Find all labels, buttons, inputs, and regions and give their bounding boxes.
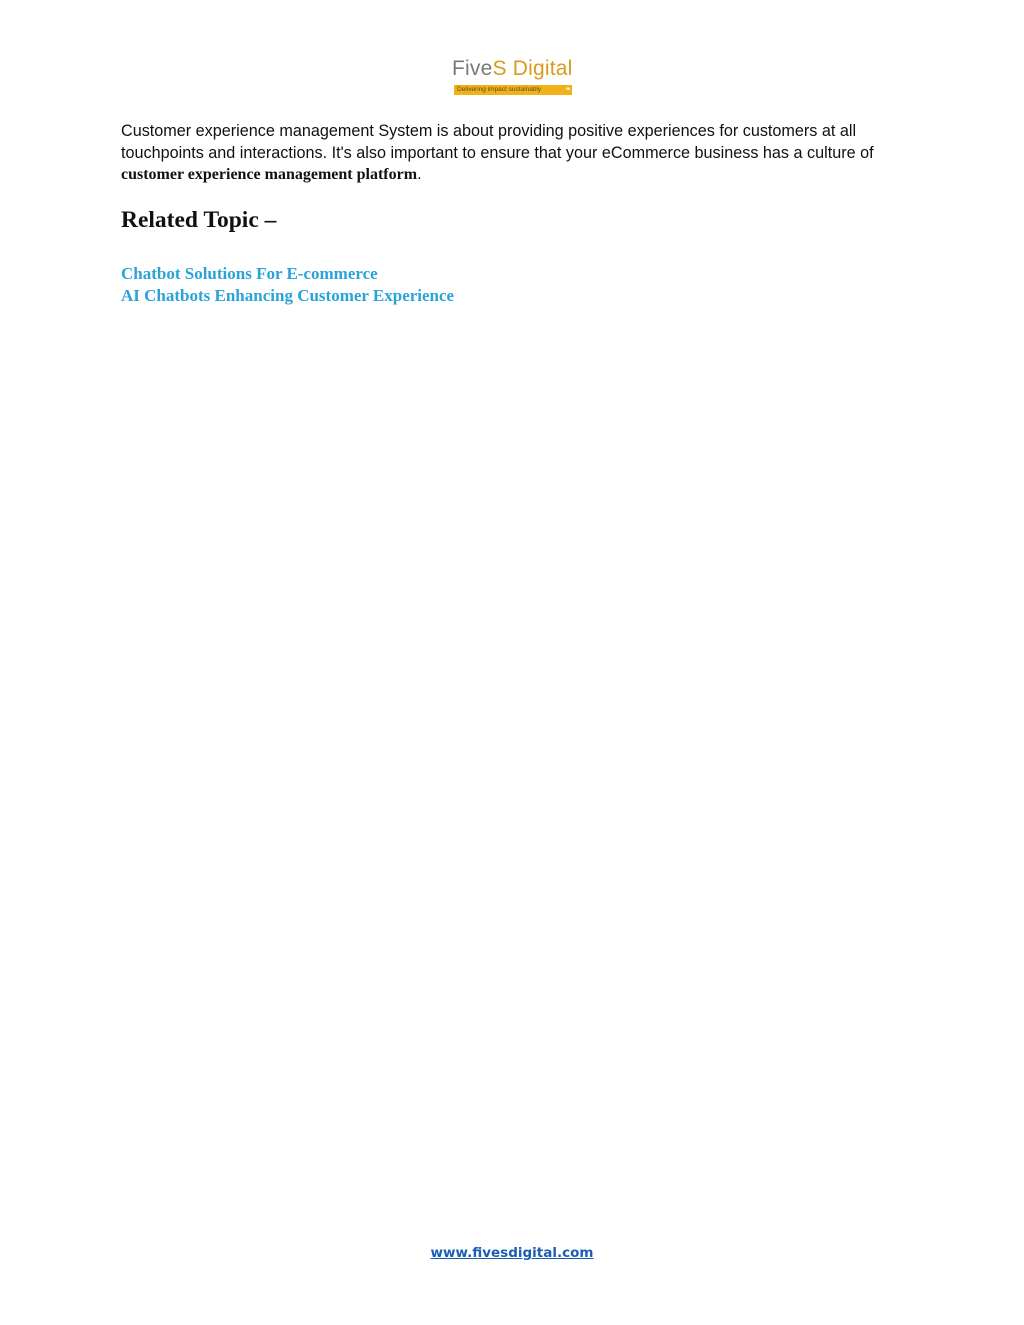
leaf-icon: ❧ [565,86,571,93]
logo-tagline [454,85,572,95]
related-links-list [121,263,454,306]
logo-name-part2: S Digital [492,57,573,80]
footer-website-link[interactable]: www.fivesdigital.com [430,1245,594,1261]
paragraph-text: Customer experience management System is about providing positive experiences for customers at all touchpoints and interactions. It's also important to ensure that your eCommerce business has a culture of [121,122,874,162]
related-topic-heading: Related Topic – [121,207,277,233]
paragraph-bold-phrase: customer experience management platform [121,166,418,183]
logo-tagline-text: Delivering impact sustainably [457,86,542,93]
logo-name-part1: Five [452,57,493,80]
related-link-ai-chatbots[interactable]: AI Chatbots Enhancing Customer Experience [121,285,455,305]
logo-wordmark [452,56,572,82]
paragraph-end: . [417,165,422,183]
body-paragraph [121,121,921,186]
related-link-chatbot-solutions[interactable]: Chatbot Solutions For E-commerce [121,264,378,283]
fives-digital-logo [452,56,576,98]
